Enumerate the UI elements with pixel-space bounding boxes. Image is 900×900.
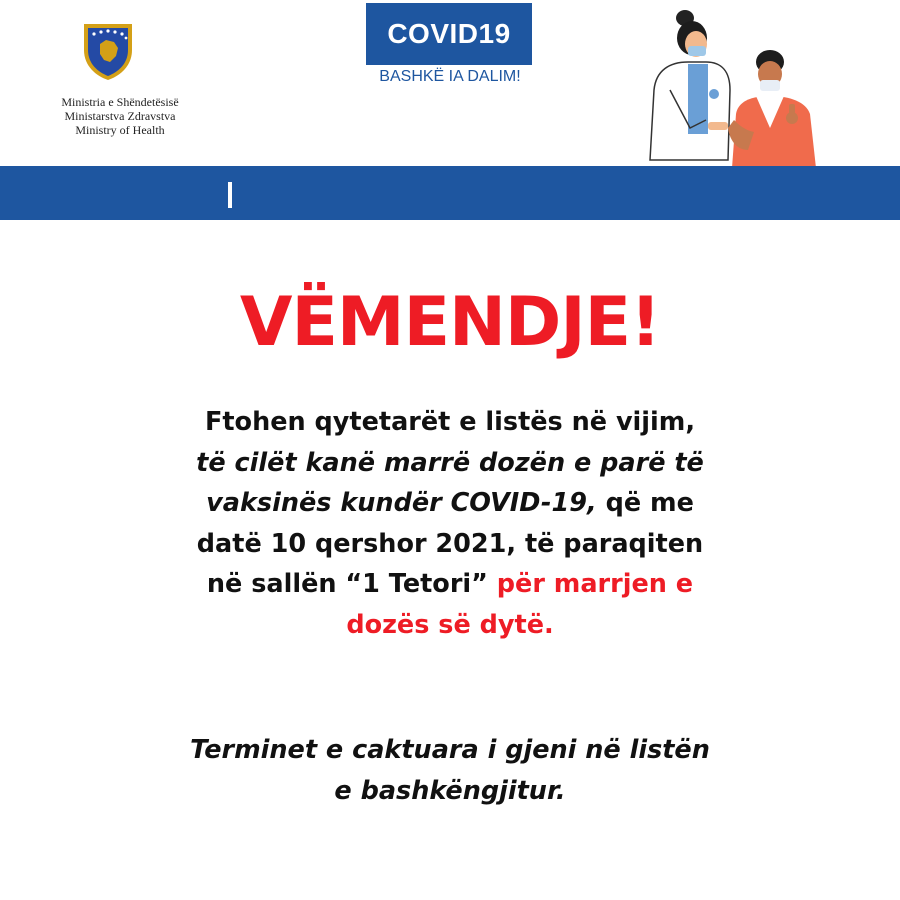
notice-line-6: dozës së dytë. bbox=[346, 609, 554, 640]
ministry-name bbox=[30, 95, 210, 137]
ministry-name-english: Ministry of Health bbox=[75, 123, 165, 137]
notice-line-5-start: në sallën “1 Tetori” bbox=[206, 569, 497, 599]
notice-line-3-italic: vaksinës kundër COVID-19, bbox=[206, 488, 597, 518]
notice-line-3-rest: që me bbox=[596, 488, 694, 518]
text-cursor-mark bbox=[228, 182, 232, 208]
notice-line-2: të cilët kanë marrë dozën e parë të bbox=[196, 447, 704, 478]
covid19-logo: COVID19 bbox=[366, 3, 532, 65]
notice-footer-line-1: Terminet e caktuara i gjeni në listën bbox=[190, 735, 710, 765]
doctor-vaccinating-patient-illustration bbox=[630, 10, 830, 168]
notice-line-5 bbox=[100, 564, 800, 605]
notice-line-4: datë 10 qershor 2021, të paraqiten bbox=[196, 528, 704, 559]
covid19-slogan: BASHKË IA DALIM! bbox=[379, 68, 521, 85]
ministry-name-serbian: Ministarstva Zdravstva bbox=[64, 109, 176, 123]
notice-footer bbox=[100, 730, 800, 811]
notice-heading: VËMENDJE! bbox=[239, 283, 661, 362]
kosovo-emblem-icon bbox=[80, 20, 136, 82]
header-divider-bar bbox=[0, 166, 900, 220]
notice-line-3 bbox=[100, 483, 800, 524]
ministry-name-albanian: Ministria e Shëndetësisë bbox=[61, 95, 179, 109]
notice-body bbox=[100, 402, 800, 645]
notice-line-5-red: për marrjen e bbox=[496, 569, 694, 599]
notice-line-1: Ftohen qytetarët e listës në vijim, bbox=[204, 407, 696, 437]
header bbox=[0, 0, 900, 166]
notice-footer-line-2: e bashkëngjitur. bbox=[334, 775, 566, 806]
